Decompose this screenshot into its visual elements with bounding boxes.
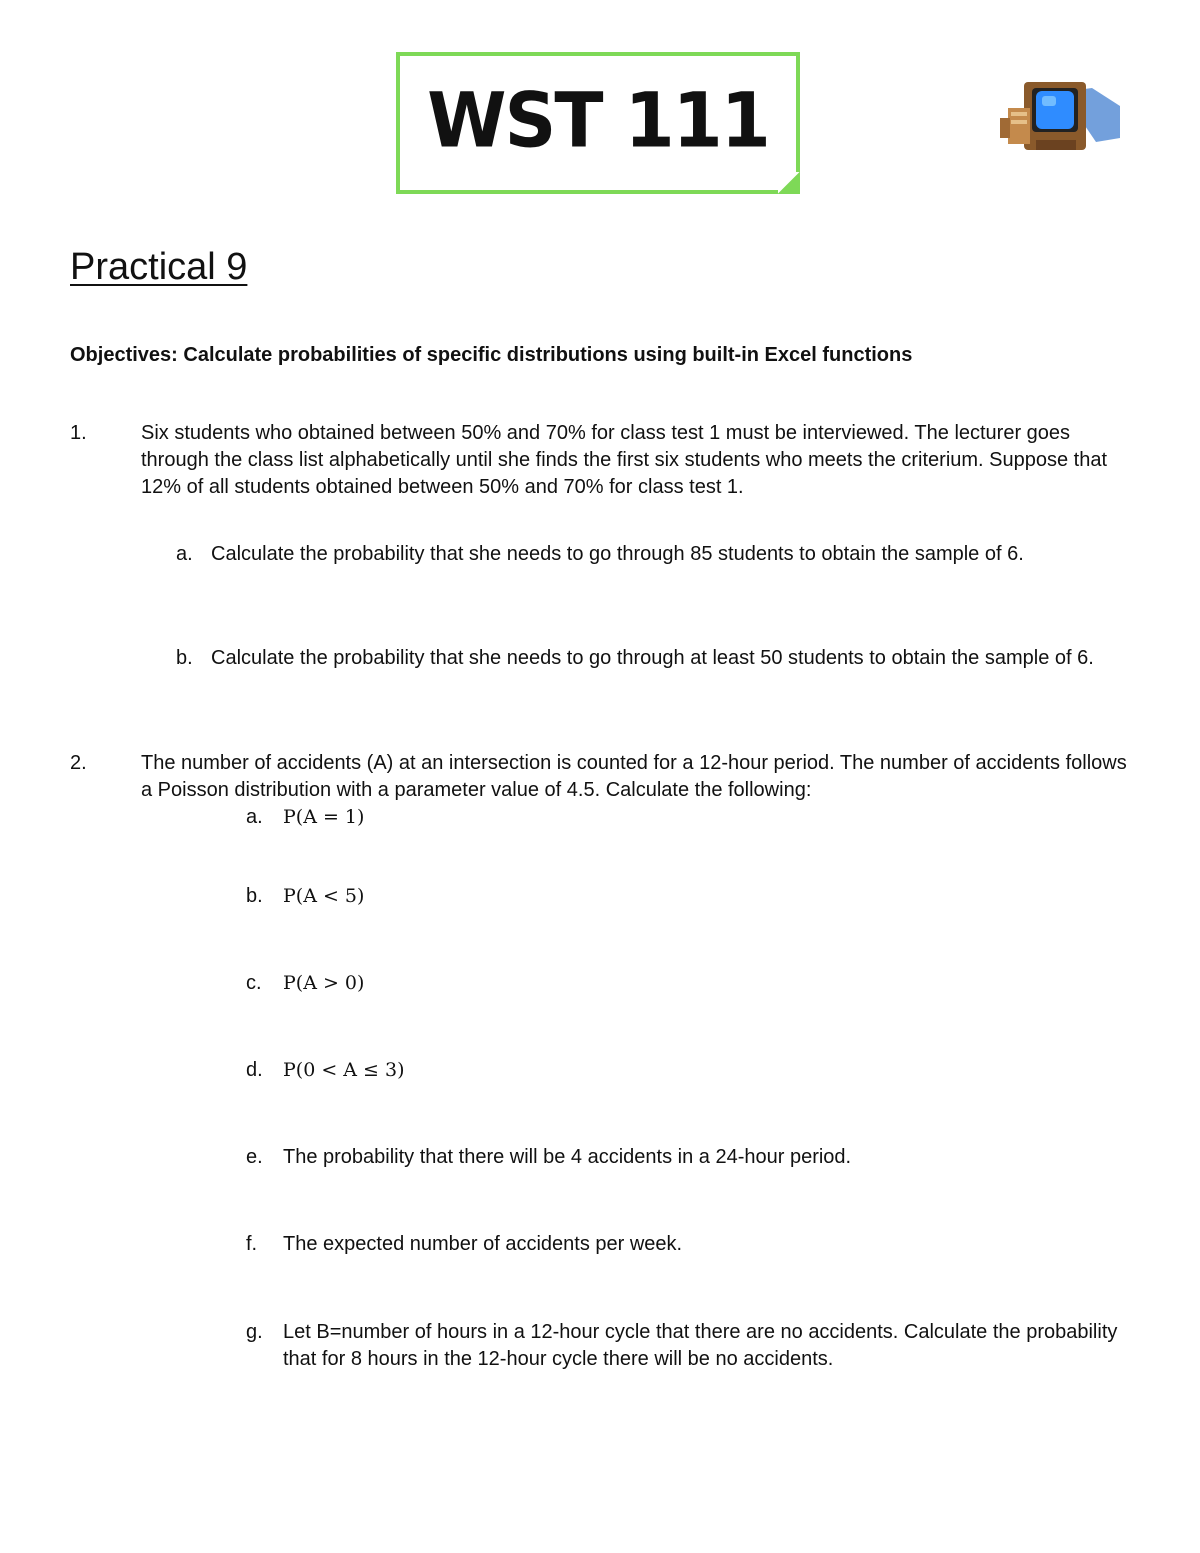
q2-part-g-letter: g. <box>246 1321 263 1343</box>
objectives: Objectives: Calculate probabilities of specific distributions using built-in Excel functions <box>70 344 913 366</box>
q1-part-a-letter: a. <box>176 543 193 565</box>
q1-part-b-text: Calculate the probability that she needs to go through at least 50 students to obtain the sample of 6. <box>211 647 1094 669</box>
q2-part-f-letter: f. <box>246 1233 258 1255</box>
q2-part-c-math: P(A > 0) <box>283 972 365 994</box>
q1-part-a-text: Calculate the probability that she needs to go through 85 students to obtain the sample of 6. <box>211 543 1024 565</box>
q2-part-e-text: The probability that there will be 4 accidents in a 24-hour period. <box>283 1146 852 1168</box>
q2-part-c-letter: c. <box>246 972 262 994</box>
q2-part-b-letter: b. <box>246 885 263 907</box>
question-1-number: 1. <box>70 422 87 444</box>
question-1-text: Six students who obtained between 50% and 70% for class test 1 must be interviewed. The lecturer goes through the class list alphabetically until she finds the first six students who meets the criterium. Suppose that 12% of all students obtained between 50% and 70% for class test 1. <box>141 422 1108 498</box>
question-2-text: The number of accidents (A) at an intersection is counted for a 12-hour period. The number of accidents follows a Poisson distribution with a parameter value of 4.5. Calculate the following: <box>141 752 1127 801</box>
q2-part-f-text: The expected number of accidents per week. <box>283 1233 683 1255</box>
page-title: Practical 9 <box>70 246 248 288</box>
question-2-number: 2. <box>70 752 87 774</box>
course-logo <box>396 52 800 194</box>
q2-part-b-math: P(A < 5) <box>283 885 365 907</box>
course-code: WST 111 <box>427 75 769 165</box>
q2-part-e-letter: e. <box>246 1146 263 1168</box>
q1-part-b-letter: b. <box>176 647 193 669</box>
q2-part-d-math: P(0 < A ≤ 3) <box>283 1059 405 1081</box>
q2-part-a-letter: a. <box>246 806 263 828</box>
q2-part-g-text: Let B=number of hours in a 12-hour cycle that there are no accidents. Calculate the probability that for 8 hours in the 12-hour cycle there will be no accidents. <box>283 1321 1118 1370</box>
logo-page-fold <box>778 172 800 194</box>
computer-icon <box>996 78 1120 156</box>
q2-part-a-math: P(A = 1) <box>283 806 365 828</box>
q2-part-d-letter: d. <box>246 1059 263 1081</box>
